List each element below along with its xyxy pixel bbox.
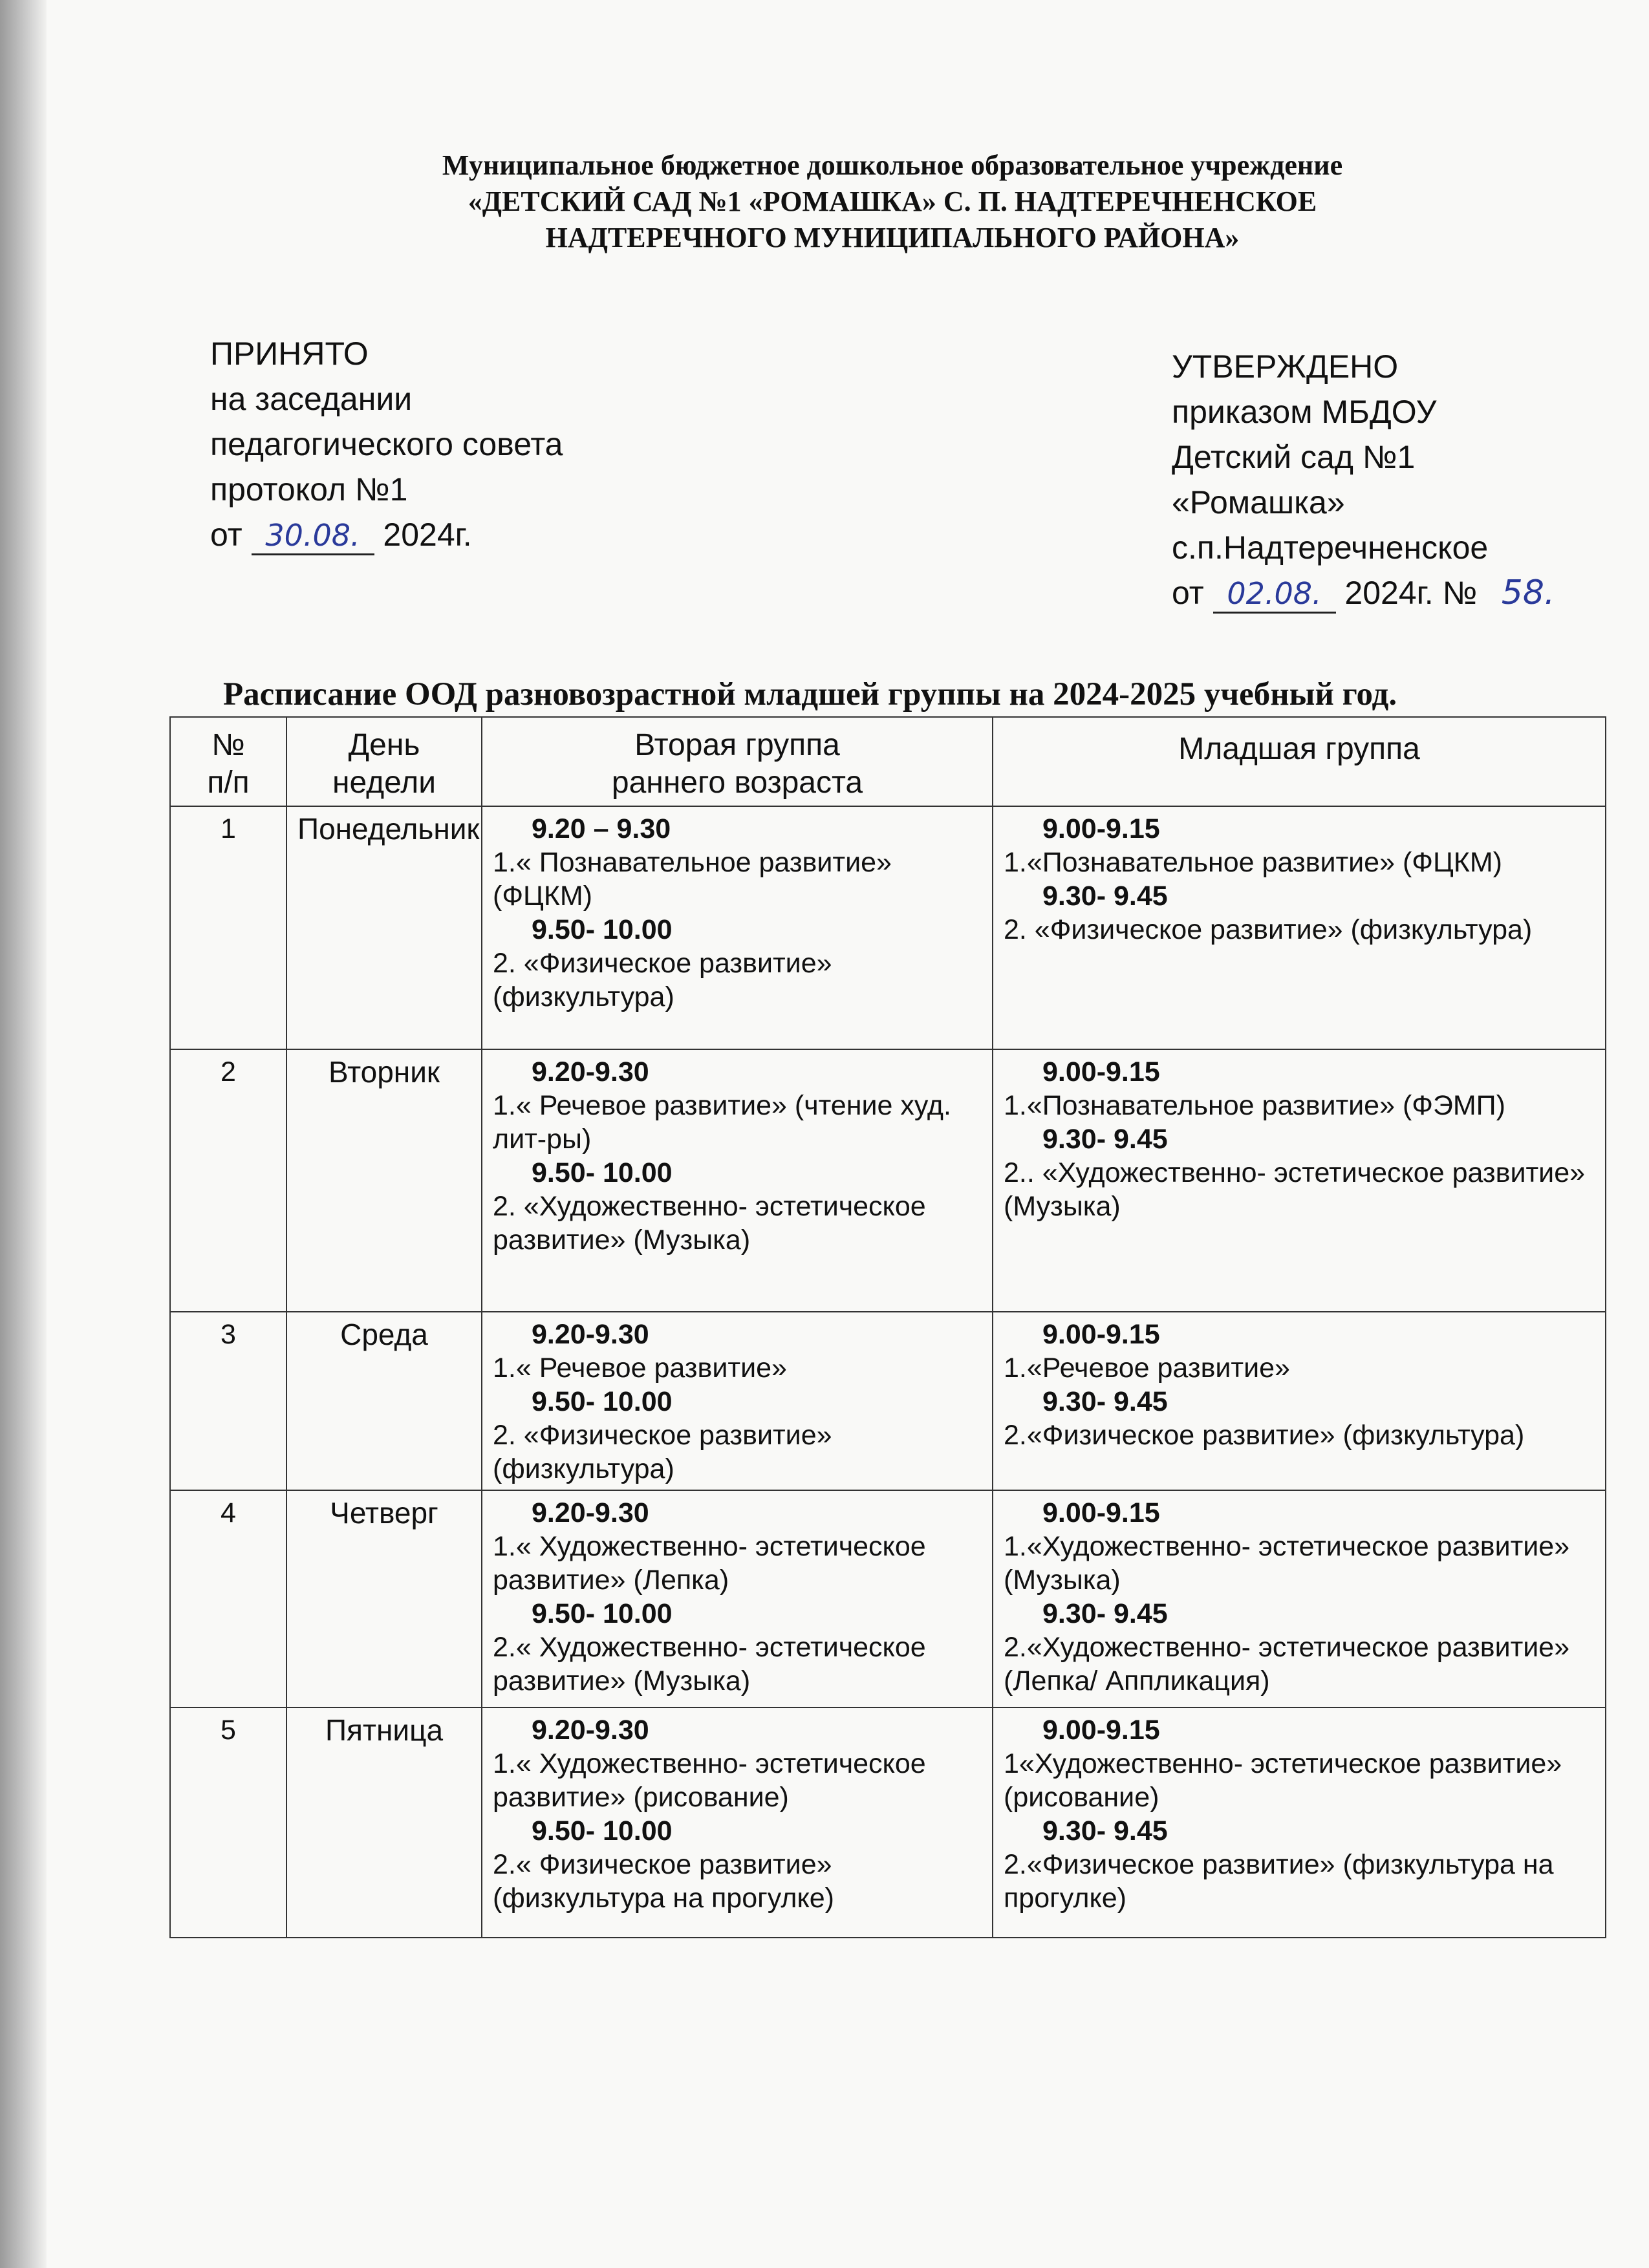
approved-date-suffix: 2024г. №: [1344, 575, 1478, 611]
early-group-cell: [482, 1049, 993, 1312]
lesson-text: 2.« Физическое развитие» (физкультура на прогулке): [493, 1849, 834, 1914]
lesson-text: 2.. «Художественно- эстетическое развитие» (Музыка): [1004, 1157, 1586, 1222]
header-group-junior-label: Младшая группа: [1178, 732, 1420, 766]
approved-heading: УТВЕРЖДЕНО: [1172, 348, 1399, 385]
lesson-text: 2. «Физическое развитие» (физкультура): [493, 948, 832, 1012]
header-line-2: «ДЕТСКИЙ САД №1 «РОМАШКА» С. П. НАДТЕРЕЧНЕНСКОЕ: [468, 186, 1317, 217]
lesson-time: 9.30- 9.45: [1042, 1386, 1168, 1417]
lesson-text: 1.« Речевое развитие» (чтение худ. лит-ры): [493, 1090, 951, 1155]
approved-line-5: с.п.Надтеречненское: [1172, 530, 1489, 566]
row-day: Пятница: [286, 1707, 482, 1938]
lesson-text: 2.«Художественно- эстетическое развитие» (Лепка/ Аппликация): [1004, 1632, 1570, 1696]
junior-group-cell: [993, 1490, 1606, 1707]
accepted-heading: ПРИНЯТО: [210, 336, 369, 372]
approved-block: [1172, 344, 1570, 615]
lesson-time: 9.00-9.15: [1042, 1056, 1160, 1087]
early-group-cell: [482, 806, 993, 1049]
lesson-time: 9.00-9.15: [1042, 1319, 1160, 1350]
lesson-text: 1.«Речевое развитие»: [1004, 1353, 1290, 1384]
lesson-text: 2.«Физическое развитие» (физкультура на прогулке): [1004, 1849, 1554, 1914]
early-group-cell: [482, 1707, 993, 1938]
lesson-text: 2. «Физическое развитие» (физкультура): [1004, 914, 1533, 945]
header-line-1: Муниципальное бюджетное дошкольное образовательное учреждение: [442, 149, 1343, 181]
lesson-time: 9.00-9.15: [1042, 1715, 1160, 1746]
table-row: [170, 1490, 1606, 1707]
accepted-block: [210, 331, 563, 557]
lesson-time: 9.20-9.30: [532, 1056, 649, 1087]
lesson-text: 1.« Речевое развитие»: [493, 1353, 787, 1384]
early-group-cell: [482, 1312, 993, 1490]
lesson-time: 9.50- 10.00: [532, 914, 673, 945]
junior-group-cell: [993, 806, 1606, 1049]
accepted-date-handwritten: 30.08.: [252, 517, 374, 555]
row-number: 4: [170, 1490, 286, 1707]
header-group-early: [482, 717, 993, 806]
row-day: Четверг: [286, 1490, 482, 1707]
lesson-time: 9.50- 10.00: [532, 1386, 673, 1417]
table-row: [170, 1312, 1606, 1490]
header-number-line-1: №: [211, 728, 245, 762]
row-day: Вторник: [286, 1049, 482, 1312]
lesson-text: 1«Художественно- эстетическое развитие» (рисование): [1004, 1748, 1562, 1813]
header-group-early-line-2: раннего возраста: [611, 765, 863, 800]
scan-shadow-edge: [0, 0, 47, 2268]
header-day-line-2: недели: [332, 765, 436, 800]
lesson-time: 9.00-9.15: [1042, 1497, 1160, 1528]
accepted-line-2: на заседании: [210, 381, 413, 417]
table-row: [170, 806, 1606, 1049]
lesson-text: 1.« Познавательное развитие» (ФЦКМ): [493, 847, 892, 912]
table-header-row: [170, 717, 1606, 806]
header-number: [170, 717, 286, 806]
lesson-time: 9.50- 10.00: [532, 1157, 673, 1188]
lesson-text: 2. «Физическое развитие» (физкультура): [493, 1420, 832, 1484]
row-day: Понедельник: [286, 806, 482, 1049]
row-number: 1: [170, 806, 286, 1049]
lesson-time: 9.20-9.30: [532, 1497, 649, 1528]
lesson-text: 1.«Познавательное развитие» (ФЦКМ): [1004, 847, 1502, 878]
approved-date-handwritten: 02.08.: [1213, 575, 1336, 614]
row-number: 3: [170, 1312, 286, 1490]
accepted-date-line: [210, 512, 563, 557]
approved-number-handwritten: 58.: [1501, 573, 1555, 612]
institution-header: [259, 147, 1526, 256]
approved-date-prefix: от: [1172, 575, 1204, 611]
accepted-date-suffix: 2024г.: [383, 517, 472, 553]
accepted-date-prefix: от: [210, 517, 242, 553]
junior-group-cell: [993, 1049, 1606, 1312]
lesson-text: 1.«Познавательное развитие» (ФЭМП): [1004, 1090, 1505, 1121]
lesson-text: 2. «Художественно- эстетическое развитие» (Музыка): [493, 1191, 926, 1256]
table-row: [170, 1707, 1606, 1938]
row-number: 5: [170, 1707, 286, 1938]
table-row: [170, 1049, 1606, 1312]
approved-line-4: «Ромашка»: [1172, 484, 1345, 520]
header-group-early-line-1: Вторая группа: [634, 728, 840, 762]
header-group-junior: [993, 717, 1606, 806]
lesson-time: 9.30- 9.45: [1042, 881, 1168, 912]
lesson-text: 1.« Художественно- эстетическое развитие» (рисование): [493, 1748, 926, 1813]
header-line-3: НАДТЕРЕЧНОГО МУНИЦИПАЛЬНОГО РАЙОНА»: [545, 222, 1240, 253]
lesson-time: 9.30- 9.45: [1042, 1598, 1168, 1629]
lesson-time: 9.20 – 9.30: [532, 813, 671, 844]
header-day: [286, 717, 482, 806]
row-day: Среда: [286, 1312, 482, 1490]
accepted-line-3: педагогического совета: [210, 426, 563, 462]
lesson-time: 9.20-9.30: [532, 1715, 649, 1746]
lesson-text: 1.«Художественно- эстетическое развитие» (Музыка): [1004, 1531, 1570, 1596]
junior-group-cell: [993, 1707, 1606, 1938]
schedule-table: [169, 716, 1606, 1938]
lesson-time: 9.50- 10.00: [532, 1815, 673, 1846]
lesson-time: 9.30- 9.45: [1042, 1815, 1168, 1846]
lesson-text: 1.« Художественно- эстетическое развитие» (Лепка): [493, 1531, 926, 1596]
lesson-text: 2.« Художественно- эстетическое развитие» (Музыка): [493, 1632, 926, 1696]
approved-line-3: Детский сад №1: [1172, 439, 1416, 475]
approved-line-2: приказом МБДОУ: [1172, 394, 1437, 430]
approved-date-line: [1172, 570, 1570, 615]
junior-group-cell: [993, 1312, 1606, 1490]
schedule-title: Расписание ООД разновозрастной младшей группы на 2024-2025 учебный год.: [223, 676, 1397, 712]
header-number-line-2: п/п: [207, 765, 250, 800]
lesson-time: 9.20-9.30: [532, 1319, 649, 1350]
lesson-text: 2.«Физическое развитие» (физкультура): [1004, 1420, 1525, 1451]
lesson-time: 9.00-9.15: [1042, 813, 1160, 844]
lesson-time: 9.50- 10.00: [532, 1598, 673, 1629]
lesson-time: 9.30- 9.45: [1042, 1124, 1168, 1155]
header-day-line-1: День: [348, 728, 420, 762]
early-group-cell: [482, 1490, 993, 1707]
accepted-protocol: протокол №1: [210, 471, 408, 508]
row-number: 2: [170, 1049, 286, 1312]
